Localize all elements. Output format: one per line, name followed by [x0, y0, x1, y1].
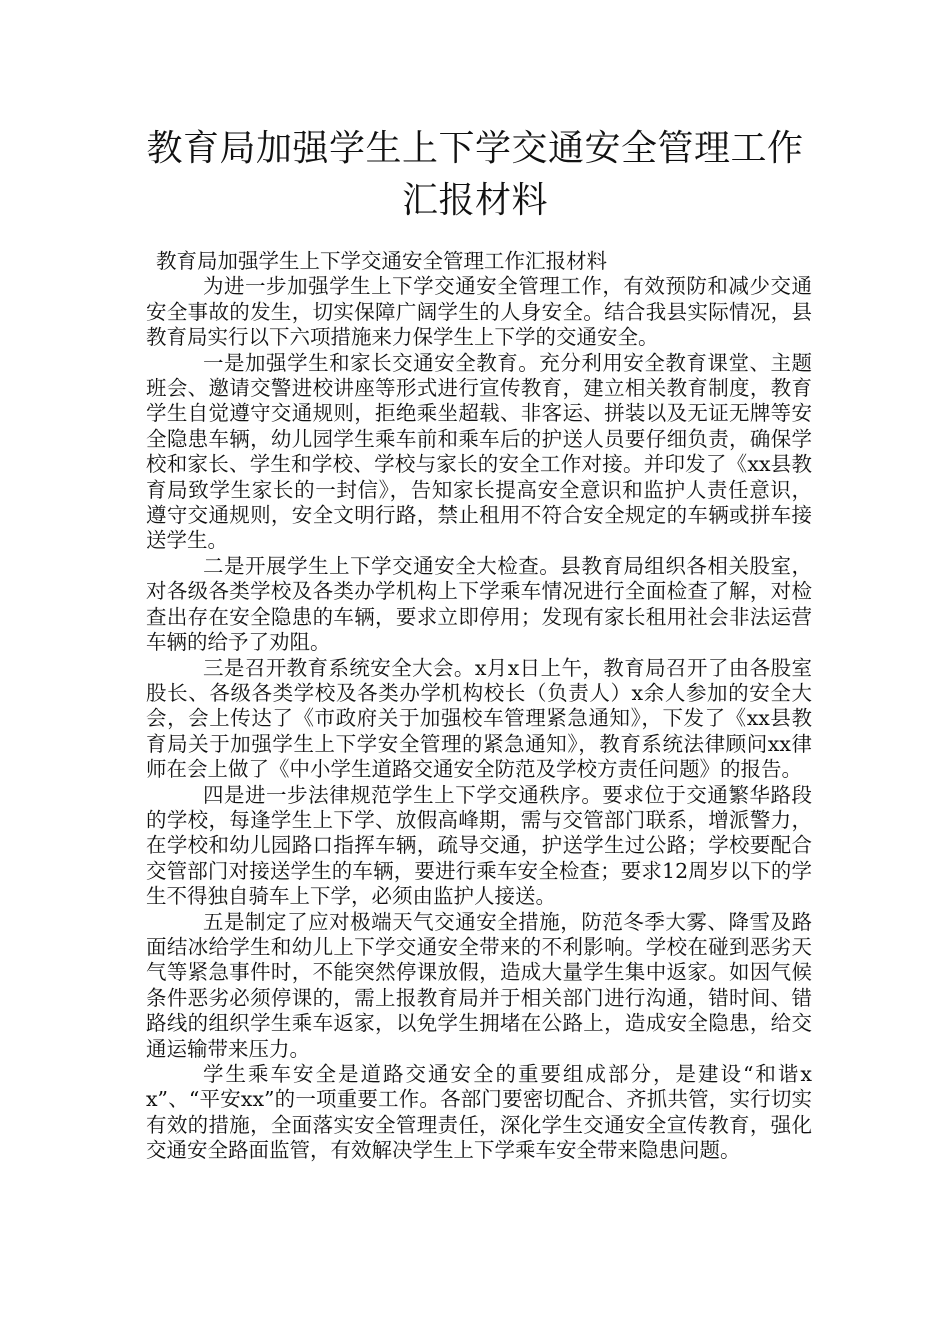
paragraph-measure-5: 五是制定了应对极端天气交通安全措施，防范冬季大雾、降雪及路面结冰给学生和幼儿上下学交通安全带来的不利影响。学校在碰到恶劣天气等紧急事件时，不能突然停课放假，造成大量学生集中返家。如因气候条件恶劣必须停课的，需上报教育局并于相关部门进行沟通，错时间、错路线的组织学生乘车返家，以免学生拥堵在公路上，造成安全隐患，给交通运输带来压力。	[146, 909, 812, 1061]
paragraph-measure-2: 二是开展学生上下学交通安全大检查。县教育局组织各相关股室，对各级各类学校及各类办学机构上下学乘车情况进行全面检查了解，对检查出存在安全隐患的车辆，要求立即停用；发现有家长租用社会非法运营车辆的给予了劝阻。	[146, 553, 812, 655]
document-subheading: 教育局加强学生上下学交通安全管理工作汇报材料	[156, 249, 607, 273]
paragraph-measure-4: 四是进一步法律规范学生上下学交通秩序。要求位于交通繁华路段的学校，每逢学生上下学、放假高峰期，需与交管部门联系，增派警力，在学校和幼儿园路口指挥车辆，疏导交通，护送学生过公路；学校要配合交管部门对接送学生的车辆，要进行乘车安全检查；要求12周岁以下的学生不得独自骑车上下学，必须由监护人接送。	[146, 782, 812, 909]
document-body	[146, 249, 812, 1164]
title-line-2: 汇报材料	[401, 180, 548, 221]
title-line-1: 教育局加强学生上下学交通安全管理工作	[146, 128, 804, 169]
paragraph-intro: 为进一步加强学生上下学交通安全管理工作，有效预防和减少交通安全事故的发生，切实保障广阔学生的人身安全。结合我县实际情况，县教育局实行以下六项措施来力保学生上下学的交通安全。	[146, 274, 812, 350]
paragraph-conclusion: 学生乘车安全是道路交通安全的重要组成部分，是建设“和谐xx”、“平安xx”的一项重要工作。各部门要密切配合、齐抓共管，实行切实有效的措施，全面落实安全管理责任，深化学生交通安全宣传教育，强化交通安全路面监管，有效解决学生上下学乘车安全带来隐患问题。	[146, 1062, 812, 1163]
paragraph-measure-3: 三是召开教育系统安全大会。x月x日上午，教育局召开了由各股室股长、各级各类学校及各类办学机构校长（负责人）x余人参加的安全大会，会上传达了《市政府关于加强校车管理紧急通知》，下发了《xx县教育局关于加强学生上下学安全管理的紧急通知》，教育系统法律顾问xx律师在会上做了《中小学生道路交通安全防范及学校方责任问题》的报告。	[146, 655, 812, 782]
paragraph-measure-1: 一是加强学生和家长交通安全教育。充分利用安全教育课堂、主题班会、邀请交警进校讲座等形式进行宣传教育，建立相关教育制度，教育学生自觉遵守交通规则，拒绝乘坐超载、非客运、拼装以及无证无牌等安全隐患车辆，幼儿园学生乘车前和乘车后的护送人员要仔细负责，确保学校和家长、学生和学校、学校与家长的安全工作对接。并印发了《xx县教育局致学生家长的一封信》，告知家长提高安全意识和监护人责任意识，遵守交通规则，安全文明行路，禁止租用不符合安全规定的车辆或拼车接送学生。	[146, 350, 812, 553]
document-title	[120, 123, 830, 227]
